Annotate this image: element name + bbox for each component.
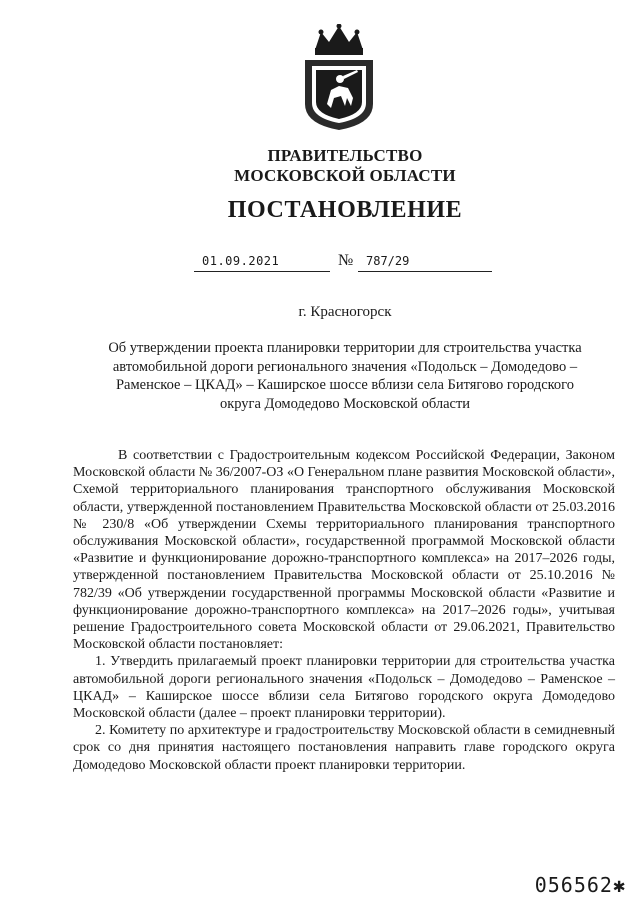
number-sign: № (338, 252, 354, 269)
document-type-heading: ПОСТАНОВЛЕНИЕ (227, 197, 463, 223)
government-name-line1: ПРАВИТЕЛЬСТВО (267, 146, 423, 165)
preamble-paragraph: В соответствии с Градостроительным кодексом Российской Федерации, Законом Московской области № 36/2007-ОЗ «О Генеральном плане развития Московской области», Схемой территориального планирования транспортного обслуживания Московской области, утвержденной постановлением Правительства Московской области от 25.03.2016 № 230/8 «Об утверждении Схемы территориального планирования транспортного обслуживания Московской области», государственной программой Московской области «Развитие и функционирование дорожно-транспортного комплекса» на 2017–2026 годы, утвержденной постановлением Правительства Московской области от 25.10.2016 № 782/39 «Об утверждении государственной программы Московской области «Развитие и функционирование дорожно-транспортного комплекса» на 2017–2026 годы», учитывая решение Градостроительного совета Московской области от 29.06.2021, Правительство Московской области постановляет: (73, 448, 615, 653)
city-name: г. Красногорск (298, 304, 392, 320)
number-underline (358, 271, 492, 272)
moscow-oblast-coat-of-arms-icon (301, 24, 377, 132)
government-header (150, 146, 540, 186)
serial-number: 056562✱ (534, 873, 626, 897)
resolution-item-1: 1. Утвердить прилагаемый проект планировки территории для строительства участка автомобильной дороги регионального значения «Подольск – Домодедово – Раменское – ЦКАД» – Каширское шоссе вблизи села Битягово городского округа Домодедово Московской области (далее – проект планировки территории). (73, 654, 615, 722)
date-underline (194, 271, 330, 272)
document-title: Об утверждении проекта планировки территории для строительства участка автомобильной дороги регионального значения «Подольск – Домодедово – Раменское – ЦКАД» – Каширское шоссе вблизи села Битягово городского округа Домодедово Московской области (108, 340, 582, 412)
document-body (73, 447, 615, 774)
document-date: 01.09.2021 (202, 254, 280, 268)
resolution-item-2: 2. Комитету по архитектуре и градостроительству Московской области в семидневный срок со дня принятия настоящего постановления направить главе городского округа Домодедово Московской области проект планировки территории. (73, 723, 615, 773)
government-name-line2: МОСКОВСКОЙ ОБЛАСТИ (234, 166, 456, 185)
document-number: 787/29 (366, 254, 410, 268)
document-date-number-row (194, 254, 494, 274)
